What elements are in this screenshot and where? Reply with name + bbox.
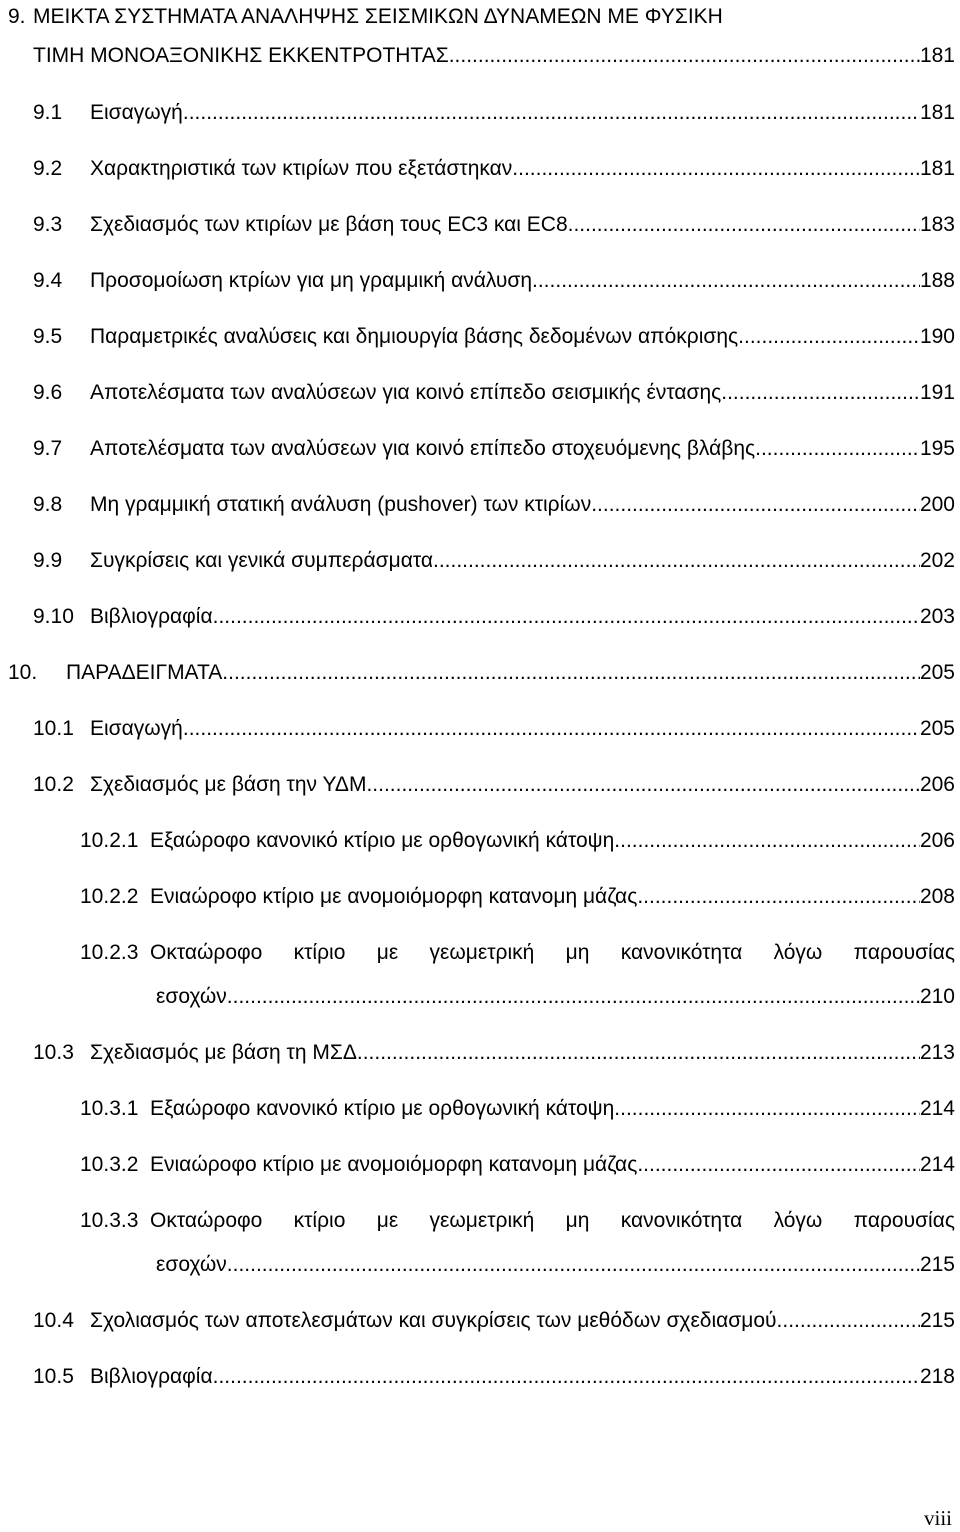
toc-page-number: 188 — [919, 269, 955, 292]
toc-entry[interactable] — [0, 546, 960, 576]
toc-chapter-title-line2: ΤΙΜΗ ΜΟΝΟΑΞΟΝΙΚΗΣ ΕΚΚΕΝΤΡΟΤΗΤΑΣ — [33, 44, 449, 67]
toc-chapter-number: 9. — [8, 5, 26, 28]
toc-entry-number: 9.6 — [33, 381, 63, 404]
toc-entry[interactable] — [0, 434, 960, 464]
toc-subentry-title: Ενιαώροφο κτίριο με ανομοιόμορφη κατανομη μάζας — [150, 885, 638, 908]
toc-entry[interactable] — [0, 714, 960, 744]
dot-leader — [433, 546, 920, 576]
toc-entry-number: 10.5 — [33, 1365, 74, 1388]
toc-subentry[interactable] — [0, 1150, 960, 1180]
toc-entry-title: Αποτελέσματα των αναλύσεων για κοινό επίπεδο στοχευόμενης βλάβης — [90, 437, 756, 460]
toc-entry-number: 9.8 — [33, 493, 63, 516]
toc-page-number: 213 — [919, 1041, 955, 1064]
toc-subentry-number: 10.3.2 — [80, 1153, 139, 1176]
toc-subentry[interactable] — [0, 1094, 960, 1124]
title-word: γεωμετρική — [429, 1209, 535, 1232]
dot-leader — [637, 1150, 920, 1180]
dot-leader — [366, 770, 920, 800]
dot-leader — [183, 714, 920, 744]
dot-leader — [222, 658, 920, 688]
dot-leader — [449, 41, 920, 71]
dot-leader — [213, 1362, 920, 1392]
toc-chapter-9-line1 — [0, 2, 960, 32]
dot-leader — [213, 602, 920, 632]
title-word: Οκταώροφο — [150, 941, 263, 964]
toc-chapter-9-line2[interactable] — [0, 41, 960, 71]
toc-entry-title: Σχεδιασμός με βάση την ΥΔΜ — [90, 773, 367, 796]
toc-subentry-title-line2: εσοχών — [156, 985, 227, 1008]
toc-subentry-number: 10.2.1 — [80, 829, 139, 852]
dot-leader — [721, 378, 920, 408]
toc-subentry-title: Ενιαώροφο κτίριο με ανομοιόμορφη κατανομη μάζας — [150, 1153, 638, 1176]
toc-entry-number: 10.1 — [33, 717, 74, 740]
toc-page-number: 183 — [919, 213, 955, 236]
toc-entry-number: 9.5 — [33, 325, 63, 348]
title-word: λόγω — [773, 941, 823, 964]
toc-page-number: 205 — [919, 717, 955, 740]
toc-entry[interactable] — [0, 378, 960, 408]
toc-page-number: 214 — [919, 1153, 955, 1176]
toc-subentry-line1[interactable] — [0, 1206, 960, 1236]
toc-page-number: 210 — [919, 985, 955, 1008]
title-word: κανονικότητα — [620, 1209, 743, 1232]
dot-leader — [227, 982, 920, 1012]
toc-entry-title: Σχεδιασμός με βάση τη ΜΣΔ — [90, 1041, 357, 1064]
toc-entry-title: Χαρακτηριστικά των κτιρίων που εξετάστηκαν — [90, 157, 513, 180]
dot-leader — [227, 1250, 920, 1280]
toc-entry-number: 9.9 — [33, 549, 63, 572]
toc-page-number: 206 — [919, 829, 955, 852]
toc-entry[interactable] — [0, 322, 960, 352]
dot-leader — [591, 490, 920, 520]
toc-entry[interactable] — [0, 266, 960, 296]
title-word: κτίριο — [293, 1209, 346, 1232]
toc-entry-title: Αποτελέσματα των αναλύσεων για κοινό επίπεδο σεισμικής έντασης — [90, 381, 722, 404]
toc-page-number: 203 — [919, 605, 955, 628]
toc-page-number: 190 — [919, 325, 955, 348]
dot-leader — [614, 1094, 920, 1124]
toc-subentry-line2[interactable] — [0, 982, 960, 1012]
toc-entry-number: 9.3 — [33, 213, 63, 236]
page-number-footer: viii — [923, 1506, 952, 1530]
toc-entry-number: 9.1 — [33, 101, 63, 124]
toc-entry[interactable] — [0, 602, 960, 632]
toc-entry-number: 10.3 — [33, 1041, 74, 1064]
dot-leader — [357, 1038, 920, 1068]
toc-entry-number: 9.2 — [33, 157, 63, 180]
toc-page-number: 205 — [919, 661, 955, 684]
toc-entry-title: Σχεδιασμός των κτιρίων με βάση τους EC3 και EC8 — [90, 213, 568, 236]
toc-entry[interactable] — [0, 1362, 960, 1392]
title-word: κανονικότητα — [620, 941, 743, 964]
title-word: Οκταώροφο — [150, 1209, 263, 1232]
toc-entry-number: 9.4 — [33, 269, 63, 292]
toc-subentry-number: 10.3.3 — [80, 1209, 139, 1232]
toc-subentry-title-line1 — [150, 1206, 955, 1236]
title-word: λόγω — [773, 1209, 823, 1232]
toc-entry-title: Συγκρίσεις και γενικά συμπεράσματα — [90, 549, 433, 572]
toc-entry-title: Σχολιασμός των αποτελεσμάτων και συγκρίσεις των μεθόδων σχεδιασμού — [90, 1309, 777, 1332]
toc-page-number: 195 — [919, 437, 955, 460]
toc-chapter-number: 10. — [8, 661, 38, 684]
toc-entry-title: Βιβλιογραφία — [90, 1365, 213, 1388]
toc-subentry-number: 10.2.3 — [80, 941, 139, 964]
dot-leader — [777, 1306, 920, 1336]
title-word: με — [376, 941, 399, 964]
dot-leader — [532, 266, 920, 296]
dot-leader — [512, 154, 920, 184]
toc-subentry-number: 10.3.1 — [80, 1097, 139, 1120]
title-word: παρουσίας — [853, 1209, 955, 1232]
toc-entry-number: 9.7 — [33, 437, 63, 460]
toc-entry[interactable] — [0, 154, 960, 184]
toc-subentry-title-line1 — [150, 938, 955, 968]
title-word: μη — [565, 941, 590, 964]
title-word: κτίριο — [293, 941, 346, 964]
dot-leader — [614, 826, 920, 856]
toc-subentry-line1[interactable] — [0, 938, 960, 968]
toc-entry-number: 9.10 — [33, 605, 74, 628]
title-word: γεωμετρική — [429, 941, 535, 964]
dot-leader — [568, 210, 920, 240]
toc-page-number: 215 — [919, 1253, 955, 1276]
toc-entry-title: Προσομοίωση κτρίων για μη γραμμική ανάλυση — [90, 269, 533, 292]
toc-page-number: 218 — [919, 1365, 955, 1388]
toc-entry-number: 10.4 — [33, 1309, 74, 1332]
title-word: μη — [565, 1209, 590, 1232]
dot-leader — [183, 98, 920, 128]
toc-subentry-title: Εξαώροφο κανονικό κτίριο με ορθογωνική κάτοψη — [150, 829, 615, 852]
dot-leader — [755, 434, 920, 464]
toc-entry[interactable] — [0, 1306, 960, 1336]
toc-page-number: 214 — [919, 1097, 955, 1120]
toc-page-number: 208 — [919, 885, 955, 908]
toc-subentry-title: Εξαώροφο κανονικό κτίριο με ορθογωνική κάτοψη — [150, 1097, 615, 1120]
toc-entry-title: Μη γραμμική στατική ανάλυση (pushover) των κτιρίων — [90, 493, 592, 516]
toc-entry[interactable] — [0, 1038, 960, 1068]
toc-entry-title: Εισαγωγή — [90, 717, 183, 740]
title-word: με — [376, 1209, 399, 1232]
toc-chapter-title: ΠΑΡΑΔΕΙΓΜΑΤΑ — [66, 661, 223, 684]
toc-entry-title: Εισαγωγή — [90, 101, 183, 124]
toc-page-number: 181 — [919, 101, 955, 124]
toc-entry[interactable] — [0, 490, 960, 520]
toc-entry-title: Παραμετρικές αναλύσεις και δημιουργία βάσης δεδομένων απόκρισης — [90, 325, 739, 348]
toc-page-number: 215 — [919, 1309, 955, 1332]
toc-subentry[interactable] — [0, 826, 960, 856]
toc-entry[interactable] — [0, 210, 960, 240]
toc-page-number: 206 — [919, 773, 955, 796]
toc-entry[interactable] — [0, 98, 960, 128]
toc-page-number: 200 — [919, 493, 955, 516]
toc-entry-number: 10.2 — [33, 773, 74, 796]
toc-subentry[interactable] — [0, 882, 960, 912]
dot-leader — [738, 322, 920, 352]
toc-page-number: 181 — [919, 44, 955, 67]
toc-subentry-title-line2: εσοχών — [156, 1253, 227, 1276]
toc-page-number: 181 — [919, 157, 955, 180]
toc-subentry-number: 10.2.2 — [80, 885, 139, 908]
toc-page-number: 191 — [919, 381, 955, 404]
toc-entry[interactable] — [0, 770, 960, 800]
toc-subentry-line2[interactable] — [0, 1250, 960, 1280]
dot-leader — [637, 882, 920, 912]
toc-page-number: 202 — [919, 549, 955, 572]
toc-chapter-title-line1: ΜΕΙΚΤΑ ΣΥΣΤΗΜΑΤΑ ΑΝΑΛΗΨΗΣ ΣΕΙΣΜΙΚΩΝ ΔΥΝΑΜΕΩΝ ΜΕ ΦΥΣΙΚΗ — [33, 5, 723, 28]
toc-chapter-10[interactable] — [0, 658, 960, 688]
toc-entry-title: Βιβλιογραφία — [90, 605, 213, 628]
title-word: παρουσίας — [853, 941, 955, 964]
